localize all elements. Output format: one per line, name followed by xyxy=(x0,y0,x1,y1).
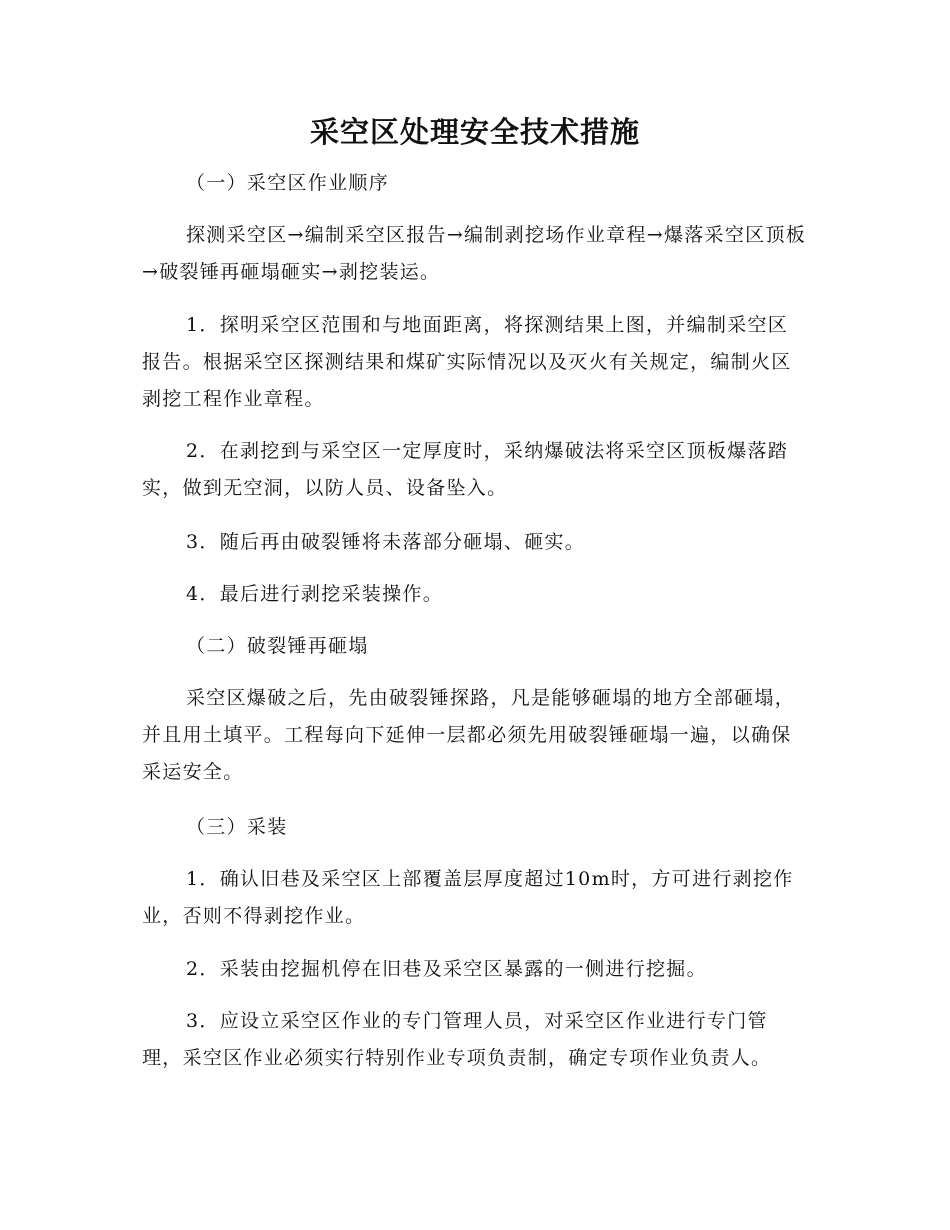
paragraph-s3-item-3: 3．应设立采空区作业的专门管理人员，对采空区作业进行专门管理，采空区作业必须实行特别作业专项负责制，确定专项作业负责人。 xyxy=(142,1010,772,1069)
paragraph-flow: 探测采空区→编制采空区报告→编制剥挖场作业章程→爆落采空区顶板→破裂锤再砸塌砸实→剥挖装运。 xyxy=(142,224,807,283)
paragraph-section2-body: 采空区爆破之后，先由破裂锤探路，凡是能够砸塌的地方全部砸塌，并且用土填平。工程每向下延伸一层都必须先用破裂锤砸塌一遍，以确保采运安全。 xyxy=(142,687,796,783)
paragraph-item-4: 4．最后进行剥挖采装操作。 xyxy=(186,583,443,605)
paragraph-item-1: 1．探明采空区范围和与地面距离，将探测结果上图，并编制采空区报告。根据采空区探测结果和煤矿实际情况以及灭火有关规定，编制火区剥挖工程作业章程。 xyxy=(142,314,792,410)
paragraph-item-2: 2．在剥挖到与采空区一定厚度时，采纳爆破法将采空区顶板爆落踏实，做到无空洞，以防人员、设备坠入。 xyxy=(142,440,789,499)
section-heading-3: （三）采装 xyxy=(186,816,288,838)
paragraph-s3-item-1: 1．确认旧巷及采空区上部覆盖层厚度超过10m时，方可进行剥挖作业，否则不得剥挖作业。 xyxy=(142,868,794,927)
section-heading-2: （二）破裂锤再砸塌 xyxy=(186,635,369,657)
section-heading-1: （一）采空区作业顺序 xyxy=(186,172,390,194)
paragraph-item-3: 3．随后再由破裂锤将未落部分砸塌、砸实。 xyxy=(186,531,586,553)
paragraph-s3-item-2: 2．采装由挖掘机停在旧巷及采空区暴露的一侧进行挖掘。 xyxy=(186,958,707,980)
document-title: 采空区处理安全技术措施 xyxy=(309,115,640,149)
